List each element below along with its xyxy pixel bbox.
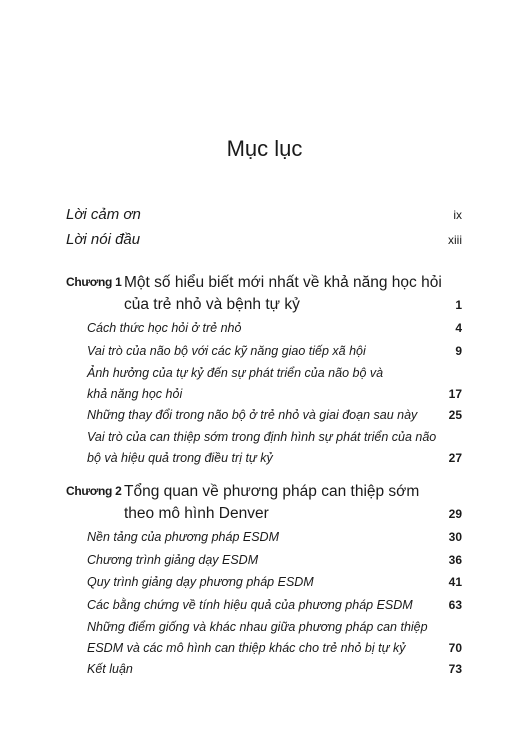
section-page: 70 [448, 641, 462, 655]
section-title: Nền tảng của phương pháp ESDM [87, 530, 279, 544]
toc-section [87, 550, 462, 571]
toc-section [87, 527, 462, 548]
chapter-label: Chương 1 [66, 275, 122, 289]
page-title: Mục lục [226, 136, 303, 161]
toc-entry-foreword [66, 231, 462, 248]
toc-section [87, 572, 462, 593]
section-page: 36 [448, 553, 462, 567]
section-title: Vai trò của não bộ với các kỹ năng giao tiếp xã hội [87, 344, 366, 358]
section-title: Quy trình giảng dạy phương pháp ESDM [87, 575, 314, 589]
toc-section [87, 405, 462, 426]
section-title: Những thay đổi trong não bộ ở trẻ nhỏ và giai đoạn sau này [87, 408, 418, 422]
toc-section [87, 659, 462, 680]
chapter-title-line: Một số hiểu biết mới nhất về khả năng học hỏi [124, 274, 442, 291]
chapter-title-line: của trẻ nhỏ và bệnh tự kỷ [124, 296, 300, 313]
chapter-title-line: Tổng quan về phương pháp can thiệp sớm [124, 483, 420, 500]
section-page: 25 [448, 408, 462, 422]
section-title: Những điểm giống và khác nhau giữa phương pháp can thiệp [87, 620, 428, 634]
section-page: 73 [448, 662, 462, 676]
entry-label: Lời nói đầu [66, 231, 141, 248]
section-page: 4 [455, 321, 462, 335]
chapter-page: 29 [448, 507, 462, 521]
toc-section [87, 427, 462, 469]
chapter-title-line: theo mô hình Denver [124, 505, 269, 522]
toc-section [87, 617, 462, 659]
section-title: Vai trò của can thiệp sớm trong định hình sự phát triển của não [87, 430, 437, 444]
entry-page: xiii [448, 233, 462, 247]
toc-section [87, 595, 462, 616]
section-title: Cách thức học hỏi ở trẻ nhỏ [87, 321, 242, 335]
section-page: 41 [448, 575, 462, 589]
entry-label: Lời cảm ơn [66, 206, 141, 223]
chapter-2-heading [66, 481, 462, 525]
toc-section [87, 318, 462, 339]
toc-entry-acknowledgements [66, 206, 462, 223]
section-title: Các bằng chứng về tính hiệu quả của phương pháp ESDM [87, 598, 413, 612]
section-title: khả năng học hỏi [87, 387, 183, 401]
chapter-1-heading [66, 272, 462, 316]
chapter-page: 1 [455, 298, 462, 312]
toc-section [87, 363, 462, 405]
section-page: 27 [448, 451, 462, 465]
section-page: 9 [455, 344, 462, 358]
section-title: bộ và hiệu quả trong điều trị tự kỷ [87, 451, 273, 465]
section-page: 30 [448, 530, 462, 544]
section-title: Kết luận [87, 662, 133, 676]
chapter-label: Chương 2 [66, 484, 122, 498]
entry-page: ix [453, 208, 462, 222]
section-title: Chương trình giảng dạy ESDM [87, 553, 259, 567]
toc-section [87, 341, 462, 362]
chapter-title [124, 481, 462, 525]
section-page: 63 [448, 598, 462, 612]
section-title: Ảnh hưởng của tự kỷ đến sự phát triển của não bộ và [87, 366, 384, 380]
chapter-title [124, 272, 462, 316]
section-title: ESDM và các mô hình can thiệp khác cho trẻ nhỏ bị tự kỷ [87, 641, 406, 655]
section-page: 17 [448, 387, 462, 401]
